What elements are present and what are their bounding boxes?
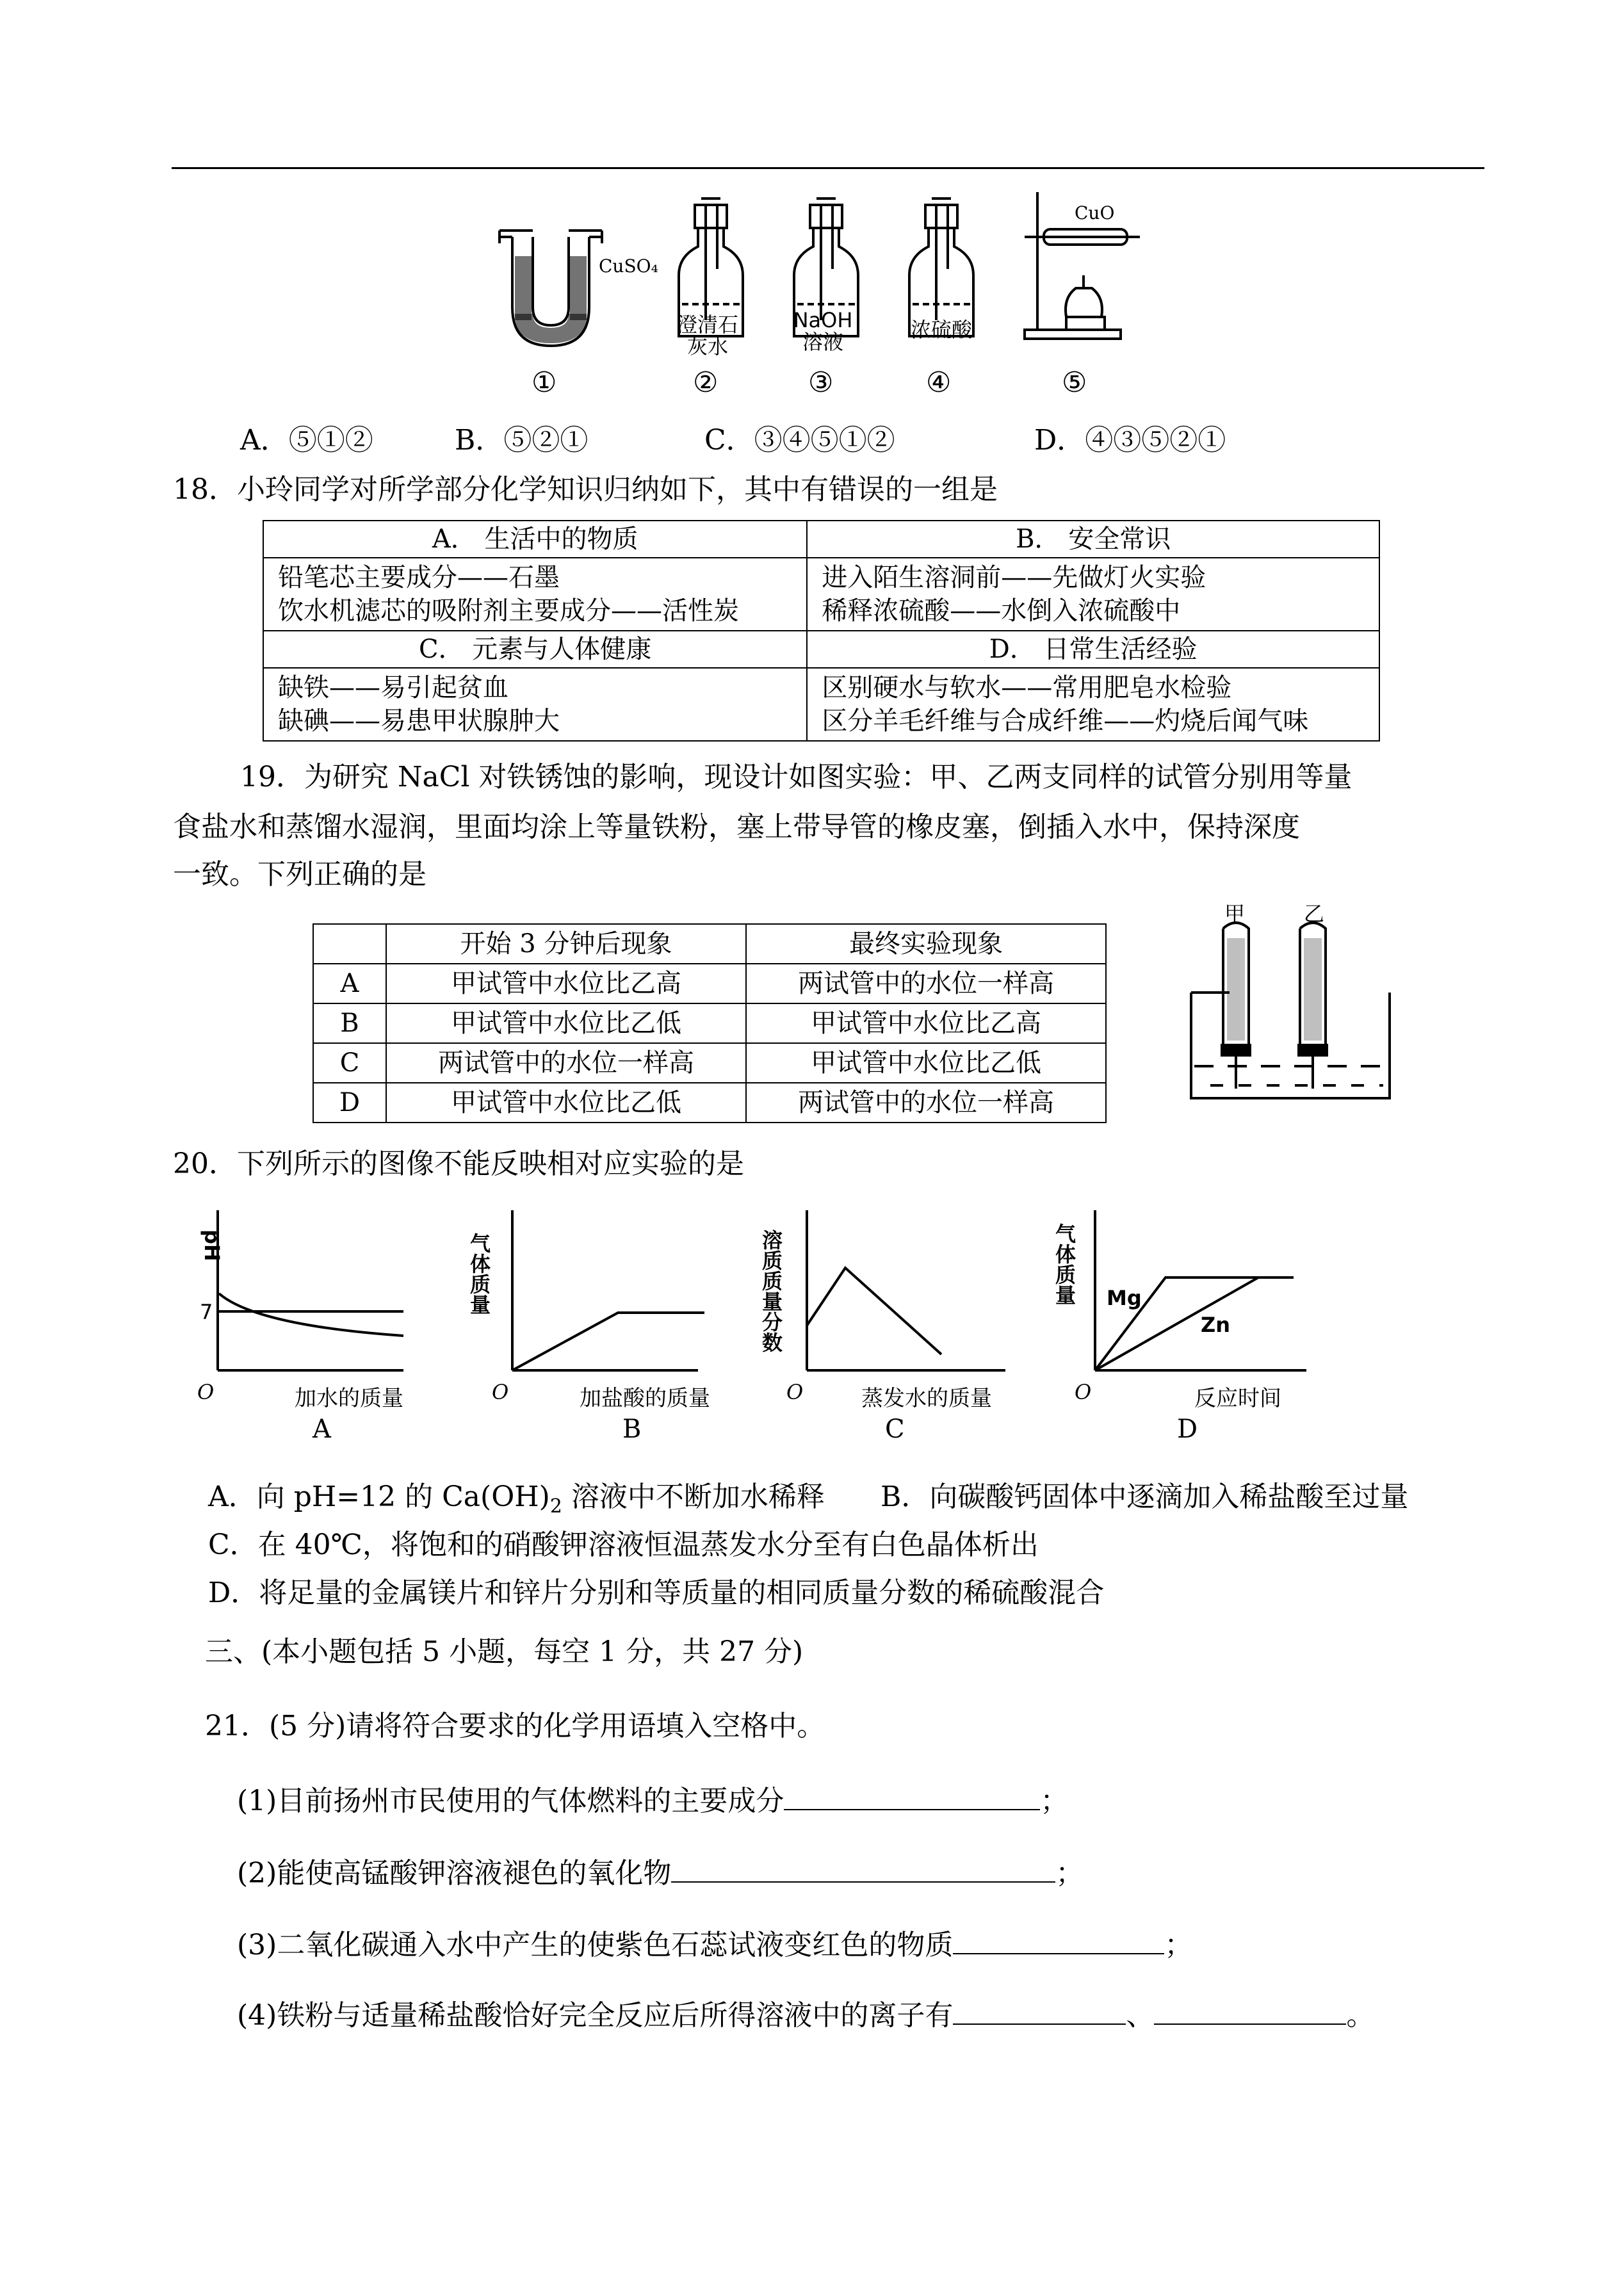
q19-d-c2: 两试管中的水位一样高 [746,1083,1106,1123]
q19-b-c2: 甲试管中水位比乙高 [746,1003,1106,1043]
cuso4-label: CuSO₄ [599,255,658,277]
q19-head-1: 开始 3 分钟后现象 [386,924,746,964]
graph-a-letter: A [313,1415,331,1444]
q21-part1 [237,1783,1068,1819]
q17-option-d: D．④③⑤②① [1034,424,1226,457]
q18-d-line1: 区别硬水与软水——常用肥皂水检验 [822,673,1232,702]
q18-a-line1: 铅笔芯主要成分——石墨 [278,563,560,592]
graph-a-origin: O [197,1380,215,1404]
q19-a-c1: 甲试管中水位比乙高 [386,964,746,1003]
q19-a-c2: 两试管中的水位一样高 [746,964,1106,1003]
q21-part2-end: ； [1055,1857,1084,1890]
q21-blank-2[interactable] [671,1856,1055,1883]
bottle2-label-1: 澄清石 [676,312,738,337]
q20-option-c: C．在 40℃，将饱和的硝酸钾溶液恒温蒸发水分至有白色晶体析出 [208,1529,1039,1561]
apparatus-num-4: ④ [926,366,952,399]
bottle3-label-2: 溶液 [802,330,843,354]
graph-a-tick7: 7 [200,1300,213,1324]
section-three-heading: 三、(本小题包括 5 小题，每空 1 分，共 27 分) [205,1635,804,1668]
q19-c-c1: 两试管中的水位一样高 [386,1043,746,1083]
graph-b [467,1204,743,1447]
graph-d-series-zn: Zn [1201,1313,1230,1337]
q19-c-c2: 甲试管中水位比乙低 [746,1043,1106,1083]
q18-a-line2: 饮水机滤芯的吸附剂主要成分——活性炭 [278,596,739,626]
q20-option-b: B．向碳酸钙固体中逐滴加入稀盐酸至过量 [881,1480,1409,1513]
q18-b-head: B． 安全常识 [807,521,1379,558]
q19-opt-c: C [313,1043,386,1083]
q21-blank-1[interactable] [784,1783,1040,1810]
apparatus-num-3: ③ [808,366,834,399]
q20-option-a-sub: 2 [549,1495,562,1518]
q21-part3 [237,1927,1192,1963]
graph-d [1050,1204,1345,1447]
graph-c [759,1204,1044,1447]
apparatus-num-1: ① [532,366,557,399]
q19-line1: 19．为研究 NaCl 对铁锈蚀的影响，现设计如图实验：甲、乙两支同样的试管分别用等量 [240,761,1352,793]
q21-part2-text: (2)能使高锰酸钾溶液褪色的氧化物 [237,1857,672,1890]
bottle3-label-1: NaOH [793,308,853,332]
q19-opt-a: A [313,964,386,1003]
q21-part3-end: ； [1164,1929,1193,1961]
q18-a-head: A． 生活中的物质 [263,521,807,558]
apparatus-num-5: ⑤ [1062,366,1087,399]
graph-d-letter: D [1177,1415,1198,1444]
q19-b-c1: 甲试管中水位比乙低 [386,1003,746,1043]
q21-blank-4a[interactable] [953,1998,1126,2025]
graph-d-ylabel: 气体质量 [1052,1223,1076,1305]
q20-option-d: D．将足量的金属镁片和锌片分别和等质量的相同质量分数的稀硫酸混合 [208,1577,1105,1609]
q18-d-head: D． 日常生活经验 [807,631,1379,668]
graph-d-series-mg: Mg [1107,1286,1142,1310]
q20-stem: 20．下列所示的图像不能反映相对应实验的是 [173,1148,744,1180]
q18-d-line2: 区分羊毛纤维与合成纤维——灼烧后闻气味 [822,706,1309,736]
graph-c-origin: O [786,1380,804,1404]
q18-stem: 18．小玲同学对所学部分化学知识归纳如下，其中有错误的一组是 [173,473,998,506]
q19-head-2: 最终实验现象 [746,924,1106,964]
q18-b-line2: 稀释浓硫酸——水倒入浓硫酸中 [822,596,1181,626]
graph-c-ylabel: 溶质质量分数 [759,1229,783,1352]
q20-option-a-pre: A．向 pH=12 的 Ca(OH) [208,1480,550,1513]
q17-option-a: A．⑤①② [240,424,373,457]
graph-b-xlabel: 加盐酸的质量 [580,1386,710,1411]
q21-part4-end: 。 [1346,1999,1375,2032]
graph-b-ylabel [467,1233,491,1315]
bottle4-label: 浓硫酸 [910,318,972,342]
q21-part2 [237,1856,1084,1892]
graph-d-origin: O [1075,1380,1092,1404]
graph-a-ylabel: pH [200,1229,224,1261]
q20-option-a-post: 溶液中不断加水稀释 [562,1480,825,1513]
cuo-label: CuO [1075,202,1115,223]
header-rule [172,167,1484,169]
q21-blank-3[interactable] [953,1927,1164,1954]
graph-b-letter: B [622,1415,642,1444]
graph-d-xlabel: 反应时间 [1194,1386,1281,1411]
q19-opt-b: B [313,1003,386,1043]
q17-option-b: B．⑤②① [455,424,589,457]
q18-b-line1: 进入陌生溶洞前——先做灯火实验 [822,563,1206,592]
q20-option-a [208,1479,825,1525]
q21-part4-text: (4)铁粉与适量稀盐酸恰好完全反应后所得溶液中的离子有 [237,1999,954,2032]
graph-a-xlabel: 加水的质量 [295,1386,403,1411]
q19-opt-d: D [313,1083,386,1123]
graph-c-xlabel: 蒸发水的质量 [861,1386,992,1411]
q21-part3-text: (3)二氧化碳通入水中产生的使紫色石蕊试液变红色的物质 [237,1929,954,1961]
q19-line2: 食盐水和蒸馏水湿润，里面均涂上等量铁粉，塞上带导管的橡皮塞，倒插入水中，保持深度 [173,811,1300,843]
q21-part4 [237,1998,1374,2034]
graph-b-origin: O [492,1380,509,1404]
q18-c-head: C． 元素与人体健康 [263,631,807,668]
tube-jia-label: 甲 [1224,902,1246,926]
graph-c-letter: C [885,1415,905,1444]
test-tube-figure [1185,903,1396,1114]
graph-b-ylabel-text: 气体质量 [467,1233,491,1315]
q18-c-line2: 缺碘——易患甲状腺肿大 [278,706,560,736]
q19-table [313,923,1107,1123]
q21-part1-end: ； [1040,1785,1069,1817]
q21-part4-mid: 、 [1126,1999,1155,2032]
q18-table [263,520,1380,742]
q21-stem: 21．(5 分)请将符合要求的化学用语填入空格中。 [205,1710,825,1742]
bottle2-label-2: 灰水 [686,334,728,359]
apparatus-num-2: ② [693,366,719,399]
q21-blank-4b[interactable] [1154,1998,1346,2025]
tube-yi-label: 乙 [1304,902,1325,926]
q19-line3: 一致。下列正确的是 [173,858,426,891]
q17-option-c: C．③④⑤①② [704,424,895,457]
q19-d-c1: 甲试管中水位比乙低 [386,1083,746,1123]
q18-c-line1: 缺铁——易引起贫血 [278,673,508,702]
q21-part1-text: (1)目前扬州市民使用的气体燃料的主要成分 [237,1785,784,1817]
graph-a [186,1204,455,1447]
